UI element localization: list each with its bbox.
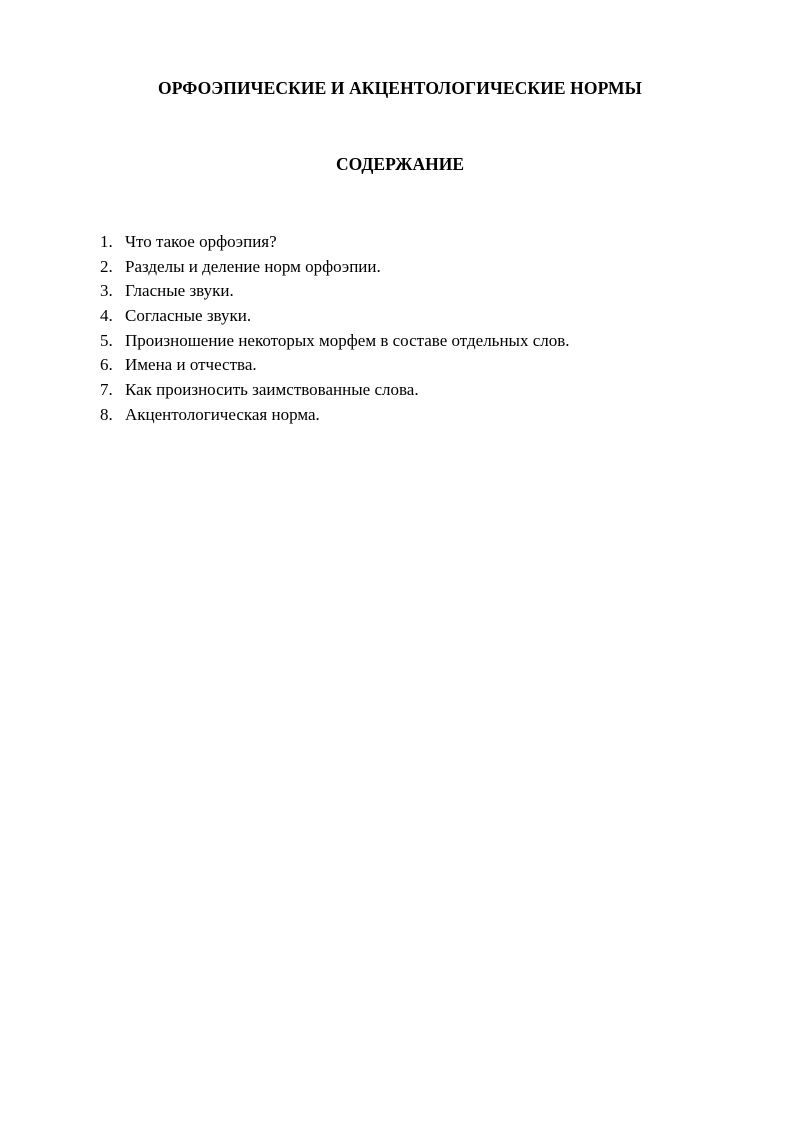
toc-item-6 [100,353,570,378]
toc-item-text: Акцентологическая норма. [125,404,320,424]
toc-item-text: Имена и отчества. [125,355,257,375]
toc-heading: СОДЕРЖАНИЕ [335,154,464,174]
toc-item-5 [100,329,570,354]
toc-item-number: 5. [100,330,113,350]
toc-item-8 [100,403,570,428]
toc-item-number: 1. [100,232,113,251]
toc-item-text: Гласные звуки. [125,281,234,301]
document-title: ОРФОЭПИЧЕСКИЕ И АКЦЕНТОЛОГИЧЕСКИЕ НОРМЫ [158,78,642,98]
toc-item-text: Как произносить заимствованные слова. [125,380,419,400]
toc-item-text: Произношение некоторых морфем в составе отдельных слов. [125,330,570,350]
toc-item-3 [100,279,570,304]
toc-item-number: 2. [100,256,113,276]
toc-item-number: 8. [100,404,113,424]
toc-item-number: 7. [100,380,113,400]
toc-item-2 [100,255,570,280]
toc-item-number: 4. [100,306,113,326]
toc-item-7 [100,378,570,403]
toc-item-number: 3. [100,281,113,301]
toc-item-number: 6. [100,355,113,375]
toc-item-4 [100,304,570,329]
toc-item-1 [100,230,570,255]
toc-item-text: Разделы и деление норм орфоэпии. [125,256,381,276]
toc-item-text: Согласные звуки. [125,306,252,326]
toc-item-text: Что такое орфоэпия? [125,232,277,251]
toc-list [100,230,570,428]
